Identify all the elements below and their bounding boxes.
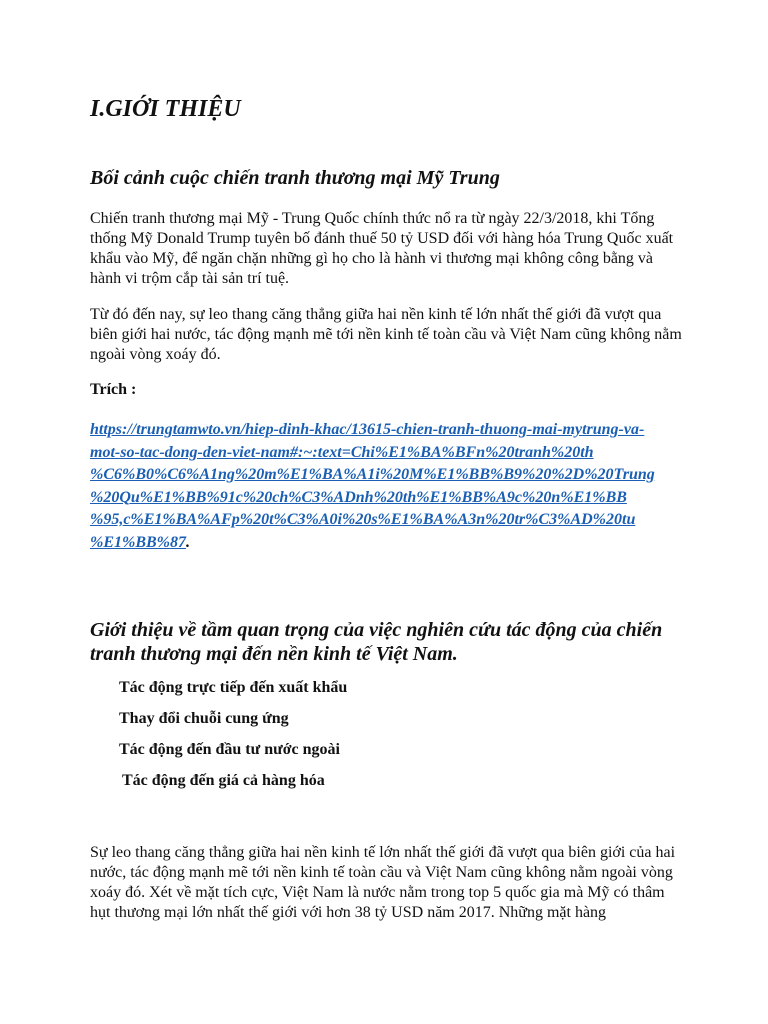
impact-item-investment: Tác động đến đầu tư nước ngoài	[119, 741, 340, 758]
paragraph-escalation: Từ đó đến nay, sự leo thang căng thẳng giữa hai nền kinh tế lớn nhất thế giới đã vượt qua biên giới hai nước, tác động mạnh mẽ tới nền kinh tế toàn cầu và Việt Nam cũng không nằm ngoài vòng xoáy đó.	[90, 306, 682, 363]
citation-link[interactable]: https://trungtamwto.vn/hiep-dinh-khac/13615-chien-tranh-thuong-mai-mytrung-va- mot-so-tac-dong-den-viet-nam#:~:text=Chi%E1%BA%BFn%20tranh%20th %C6%B0%C6%A1ng%20m%E1%BA%A1i%20M%E1%BB%B9%20%2D%20Trung %20Qu%E1%BB%91c%20ch%C3%ADnh%20th%E1%BB%A9c%20n%E1%BB %95,c%E1%BA%AFp%20t%C3%A0i%20s%E1%BA%A3n%20tr%C3%AD%20tu %E1%BB%87	[90, 421, 655, 551]
citation-block	[90, 419, 680, 554]
intro-heading: Giới thiệu về tầm quan trọng của việc nghiên cứu tác động của chiến tranh thương mại đến nền kinh tế Việt Nam.	[90, 619, 663, 665]
paragraph-trade-war-start: Chiến tranh thương mại Mỹ - Trung Quốc chính thức nổ ra từ ngày 22/3/2018, khi Tổng thống Mỹ Donald Trump tuyên bố đánh thuế 50 tỷ USD đối với hàng hóa Trung Quốc xuất khẩu vào Mỹ, để ngăn chặn những gì họ cho là hành vi thương mại không công bằng và hành vi trộm cắp tài sản trí tuệ.	[90, 210, 674, 287]
citation-label: Trích :	[90, 381, 137, 398]
citation-period: .	[186, 533, 190, 551]
context-heading: Bối cảnh cuộc chiến tranh thương mại Mỹ Trung	[90, 167, 500, 189]
paragraph-vietnam-impact: Sự leo thang căng thẳng giữa hai nền kinh tế lớn nhất thế giới đã vượt qua biên giới của hai nước, tác động mạnh mẽ tới nền kinh tế toàn cầu và Việt Nam cũng không nằm ngoài vòng xoáy đó. Xét về mặt tích cực, Việt Nam là nước nằm trong top 5 quốc gia mà Mỹ có thâm hụt thương mại lớn nhất thế giới với hơn 38 tỷ USD năm 2017. Những mặt hàng	[90, 844, 676, 921]
impact-item-prices: Tác động đến giá cả hàng hóa	[122, 772, 325, 789]
impact-list	[119, 678, 347, 802]
impact-item-export: Tác động trực tiếp đến xuất khẩu	[119, 679, 348, 696]
impact-item-supply-chain: Thay đổi chuỗi cung ứng	[119, 710, 289, 727]
section-heading: I.GIỚI THIỆU	[90, 96, 241, 122]
